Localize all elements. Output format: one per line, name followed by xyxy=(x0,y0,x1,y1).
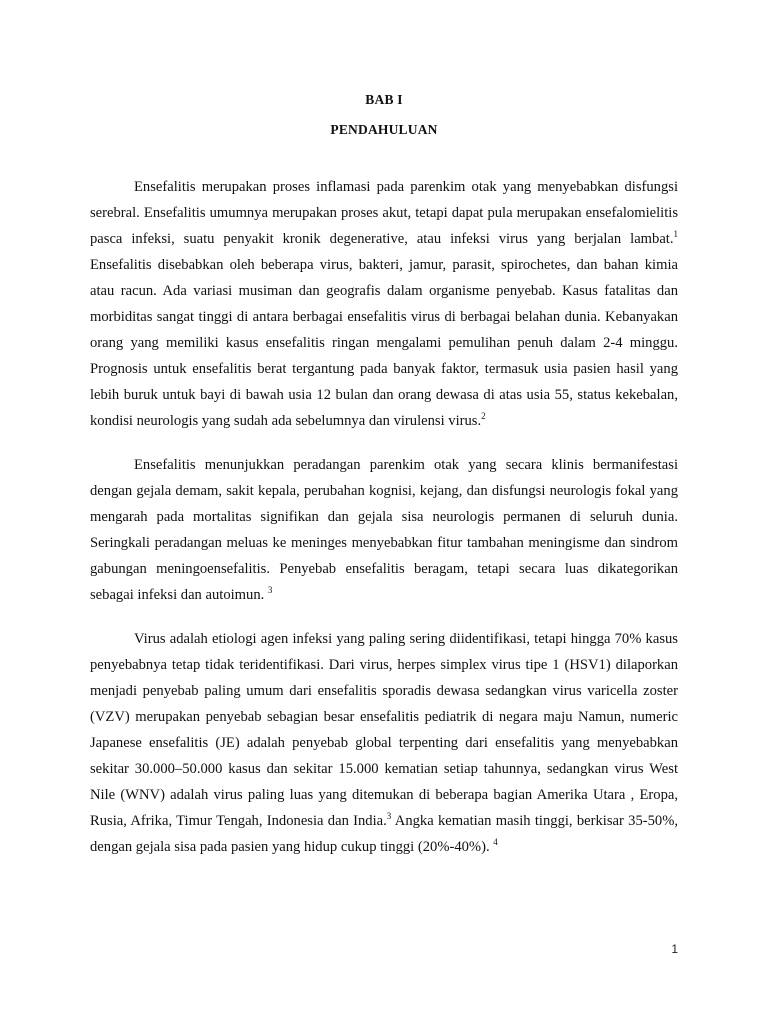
body-text xyxy=(90,174,678,878)
chapter-number: BAB I xyxy=(365,92,403,107)
paragraph xyxy=(90,174,678,434)
citation-superscript: 4 xyxy=(493,837,498,848)
citation-superscript: 3 xyxy=(386,811,392,822)
page-number: 1 xyxy=(671,942,678,956)
paragraph xyxy=(90,626,678,860)
paragraph-text: Virus adalah etiologi agen infeksi yang paling sering diidentifikasi, tetapi hingga 70% kasus penyebabnya tetap tidak teridentifikasi. Dari virus, herpes simplex virus tipe 1 (HSV1) dilaporkan menjadi penyebab paling umum dari ensefalitis sporadis dewasa sedangkan virus varicella zoster (VZV) merupakan penyebab sebagian besar ensefalitis pediatrik di negara maju Namun, numeric Japanese ensefalitis (JE) adalah penyebab global terpenting dari ensefalitis yang menyebabkan sekitar 30.000–50.000 kasus dan sekitar 15.000 kematian setiap tahunnya, sedangkan virus West Nile (WNV) adalah virus paling luas yang ditemukan di beberapa bagian Amerika Utara , Eropa, Rusia, Afrika, Timur Tengah, Indonesia dan India. xyxy=(90,631,678,829)
paragraph xyxy=(90,452,678,608)
paragraph-text: Ensefalitis disebabkan oleh beberapa virus, bakteri, jamur, parasit, spirochetes, dan bahan kimia atau racun. Ada variasi musiman dan geografis dalam organisme penyebab. Kasus fatalitas dan morbiditas sangat tinggi di antara berbagai ensefalitis virus di berbagai belahan dunia. Kebanyakan orang yang memiliki kasus ensefalitis ringan mengalami pemulihan penuh dalam 2-4 minggu. Prognosis untuk ensefalitis berat tergantung pada banyak faktor, termasuk usia pasien hasil yang lebih buruk untuk bayi di bawah usia 12 bulan dan orang dewasa di atas usia 55, status kekebalan, kondisi neurologis yang sudah ada sebelumnya dan virulensi virus. xyxy=(90,257,678,429)
paragraph-text: Angka kematian masih tinggi, berkisar 35-50%, dengan gejala sisa pada pasien yang hidup cukup tinggi (20%-40%). xyxy=(90,813,678,855)
paragraph-text: Ensefalitis menunjukkan peradangan parenkim otak yang secara klinis bermanifestasi dengan gejala demam, sakit kepala, perubahan kognisi, kejang, dan disfungsi neurologis fokal yang mengarah pada mortalitas signifikan dan gejala sisa neurologis permanen di seluruh dunia. Seringkali peradangan meluas ke meninges menyebabkan fitur tambahan meningisme dan sindrom gabungan meningoensefalitis. Penyebab ensefalitis beragam, tetapi secara luas dikategorikan sebagai infeksi dan autoimun. xyxy=(90,457,678,603)
citation-superscript: 1 xyxy=(673,229,678,240)
citation-superscript: 3 xyxy=(267,585,273,596)
chapter-title: PENDAHULUAN xyxy=(330,122,438,137)
paragraph-text: Ensefalitis merupakan proses inflamasi pada parenkim otak yang menyebabkan disfungsi serebral. Ensefalitis umumnya merupakan proses akut, tetapi dapat pula merupakan ensefalomielitis pasca infeksi, suatu penyakit kronik degenerative, atau infeksi virus yang berjalan lambat. xyxy=(90,179,678,247)
citation-superscript: 2 xyxy=(481,411,486,422)
